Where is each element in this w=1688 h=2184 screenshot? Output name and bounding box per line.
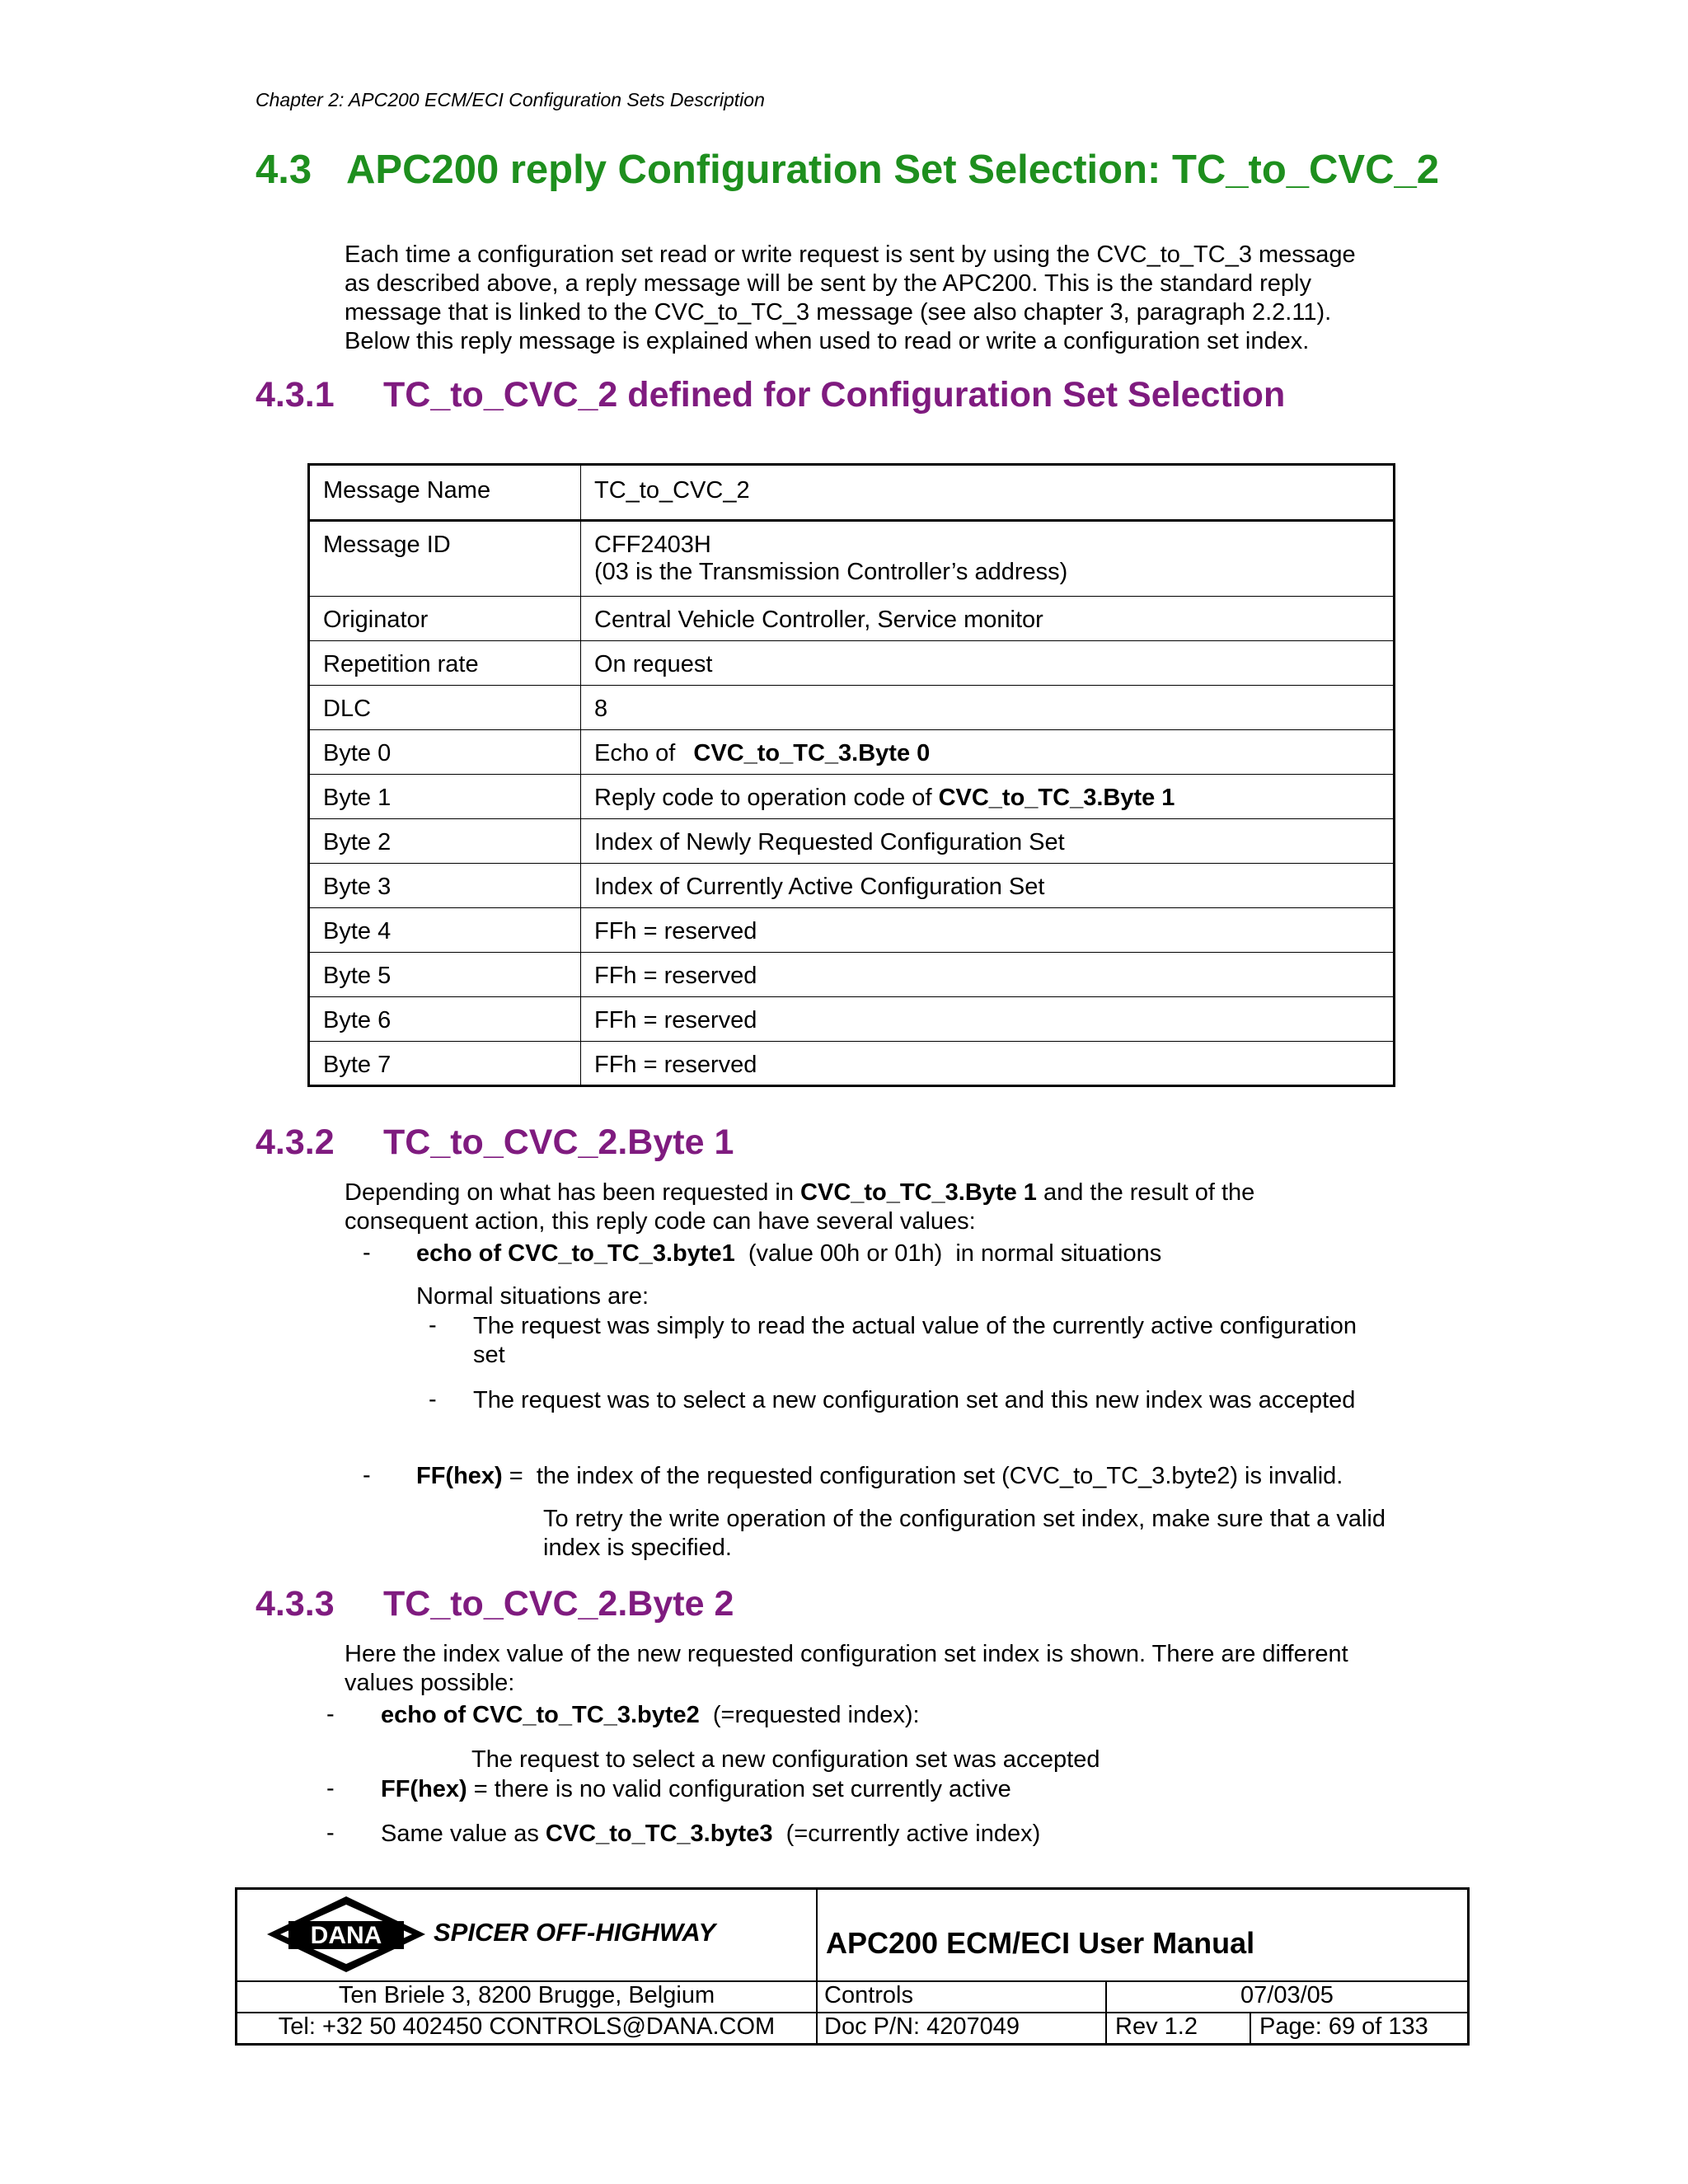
byte2-item-echo	[381, 1701, 920, 1730]
footer-department: Controls	[824, 1982, 913, 2008]
table-row	[309, 908, 1395, 953]
row-value: FFh = reserved	[581, 997, 1395, 1042]
section-title	[256, 147, 1439, 193]
subsection-title-text: TC_to_CVC_2 defined for Configuration Set Selection	[383, 375, 1286, 415]
footer-date: 07/03/05	[1240, 1982, 1334, 2008]
footer-contact: Tel: +32 50 402450 CONTROLS@DANA.COM	[278, 2013, 776, 2040]
subsection-number: 4.3.3	[256, 1584, 335, 1624]
manual-title: APC200 ECM/ECI User Manual	[826, 1926, 1255, 1960]
byte2-item-same	[381, 1820, 1040, 1849]
byte2-item-ff	[381, 1775, 1011, 1804]
footer-page-number: Page: 69 of 133	[1259, 2013, 1428, 2040]
intro-line: Below this reply message is explained when used to read or write a configuration set index.	[345, 328, 1310, 354]
row-label: DLC	[309, 686, 581, 730]
message-id-note: (03 is the Transmission Controller’s address)	[594, 559, 1068, 585]
list-dash: -	[363, 1462, 371, 1488]
page-footer	[235, 1887, 1470, 2046]
bold-ref: CVC_to_TC_3.byte3	[545, 1821, 773, 1847]
byte1-intro	[345, 1179, 1254, 1236]
message-definition-table	[307, 463, 1395, 1087]
row-label: Byte 0	[309, 730, 581, 775]
row-label: Originator	[309, 597, 581, 641]
row-value-text: Echo of	[594, 740, 682, 766]
row-value	[581, 521, 1395, 597]
text: set	[473, 1342, 505, 1368]
text: consequent action, this reply code can have several values:	[345, 1208, 976, 1235]
row-value: TC_to_CVC_2	[581, 465, 1395, 521]
row-label: Byte 4	[309, 908, 581, 953]
table-row	[309, 597, 1395, 641]
footer-revision: Rev 1.2	[1115, 2013, 1198, 2040]
row-value: On request	[581, 641, 1395, 686]
table-row	[309, 997, 1395, 1042]
row-value: Index of Currently Active Configuration Set	[581, 864, 1395, 908]
text: (=currently active index)	[772, 1821, 1041, 1847]
list-dash: -	[429, 1386, 437, 1413]
bold-ref: FF(hex)	[381, 1776, 467, 1802]
subsection-number: 4.3.2	[256, 1122, 335, 1162]
footer-doc-pn: Doc P/N: 4207049	[824, 2013, 1020, 2040]
intro-line: message that is linked to the CVC_to_TC_3 message (see also chapter 3, paragraph 2.2.11).	[345, 299, 1332, 326]
row-label: Byte 1	[309, 775, 581, 819]
text: Here the index value of the new requested configuration set index is shown. There are different	[345, 1641, 1348, 1667]
text: values possible:	[345, 1670, 515, 1696]
bold-ref: echo of CVC_to_TC_3.byte2	[381, 1702, 700, 1728]
row-value: Index of Newly Requested Configuration Set	[581, 819, 1395, 864]
list-dash: -	[326, 1775, 335, 1802]
table-row	[309, 465, 1395, 521]
row-label: Byte 7	[309, 1042, 581, 1086]
logo-text: DANA	[310, 1922, 382, 1949]
table-row	[309, 819, 1395, 864]
list-dash: -	[326, 1701, 335, 1727]
subsection-4-3-3-title	[256, 1584, 734, 1624]
subsection-number: 4.3.1	[256, 375, 335, 415]
normal-situations-label: Normal situations are:	[416, 1283, 649, 1310]
row-value: Central Vehicle Controller, Service monitor	[581, 597, 1395, 641]
byte2-intro	[345, 1640, 1348, 1698]
footer-address: Ten Briele 3, 8200 Brugge, Belgium	[338, 1982, 715, 2008]
intro-line: as described above, a reply message will be sent by the APC200. This is the standard reply	[345, 270, 1311, 297]
row-value: FFh = reserved	[581, 908, 1395, 953]
row-label: Repetition rate	[309, 641, 581, 686]
row-value	[581, 775, 1395, 819]
table-row	[309, 1042, 1395, 1086]
row-value-bold: CVC_to_TC_3.Byte 1	[938, 785, 1175, 811]
normal-item-2: The request was to select a new configuration set and this new index was accepted	[473, 1387, 1356, 1413]
row-label: Byte 6	[309, 997, 581, 1042]
text: and the result of the	[1036, 1179, 1255, 1206]
message-id-value: CFF2403H	[594, 532, 711, 558]
bold-ref: FF(hex)	[416, 1463, 503, 1489]
text: The request was simply to read the actual value of the currently active configuration	[473, 1313, 1357, 1339]
text: Same value as	[381, 1821, 546, 1847]
row-label: Byte 5	[309, 953, 581, 997]
table-row	[309, 730, 1395, 775]
byte2-echo-note: The request to select a new configuration set was accepted	[471, 1746, 1100, 1773]
bold-ref: echo of CVC_to_TC_3.byte1	[416, 1240, 735, 1267]
section-number: 4.3	[256, 148, 312, 192]
brand-name: SPICER OFF-HIGHWAY	[434, 1918, 716, 1947]
row-value: FFh = reserved	[581, 953, 1395, 997]
subsection-title-text: TC_to_CVC_2.Byte 1	[383, 1122, 734, 1162]
section-intro	[345, 241, 1356, 356]
intro-line: Each time a configuration set read or write request is sent by using the CVC_to_TC_3 message	[345, 241, 1356, 268]
row-label: Byte 2	[309, 819, 581, 864]
dana-logo	[264, 1893, 429, 1975]
row-value	[581, 730, 1395, 775]
table-row	[309, 686, 1395, 730]
subsection-4-3-2-title	[256, 1122, 734, 1163]
running-header: Chapter 2: APC200 ECM/ECI Configuration Sets Description	[256, 89, 765, 110]
text: To retry the write operation of the configuration set index, make sure that a valid	[543, 1506, 1386, 1532]
table-row	[309, 641, 1395, 686]
text: (=requested index):	[699, 1702, 920, 1728]
list-dash: -	[363, 1240, 371, 1266]
text: Depending on what has been requested in	[345, 1179, 801, 1206]
row-value-bold: CVC_to_TC_3.Byte 0	[693, 740, 931, 766]
text: index is specified.	[543, 1535, 732, 1561]
byte1-item-echo	[416, 1240, 1161, 1268]
row-value: 8	[581, 686, 1395, 730]
bold-ref: CVC_to_TC_3.Byte 1	[800, 1179, 1037, 1206]
retry-note	[543, 1505, 1386, 1563]
row-label: Byte 3	[309, 864, 581, 908]
subsection-title-text: TC_to_CVC_2.Byte 2	[383, 1584, 734, 1624]
text: = there is no valid configuration set currently active	[467, 1776, 1011, 1802]
table-row	[309, 864, 1395, 908]
text: (value 00h or 01h) in normal situations	[734, 1240, 1162, 1267]
list-dash: -	[326, 1820, 335, 1846]
row-value-text: Reply code to operation code of	[594, 785, 939, 811]
list-dash: -	[429, 1312, 437, 1338]
section-title-text: APC200 reply Configuration Set Selection: TC_to_CVC_2	[346, 148, 1439, 192]
row-value: FFh = reserved	[581, 1042, 1395, 1086]
row-label: Message Name	[309, 465, 581, 521]
normal-item-1	[473, 1312, 1357, 1370]
byte1-item-ff	[416, 1462, 1343, 1491]
row-label: Message ID	[309, 521, 581, 597]
table-row	[309, 953, 1395, 997]
table-row	[309, 521, 1395, 597]
subsection-4-3-1-title	[256, 375, 1285, 415]
text: = the index of the requested configuration set (CVC_to_TC_3.byte2) is invalid.	[502, 1463, 1343, 1489]
table-row	[309, 775, 1395, 819]
